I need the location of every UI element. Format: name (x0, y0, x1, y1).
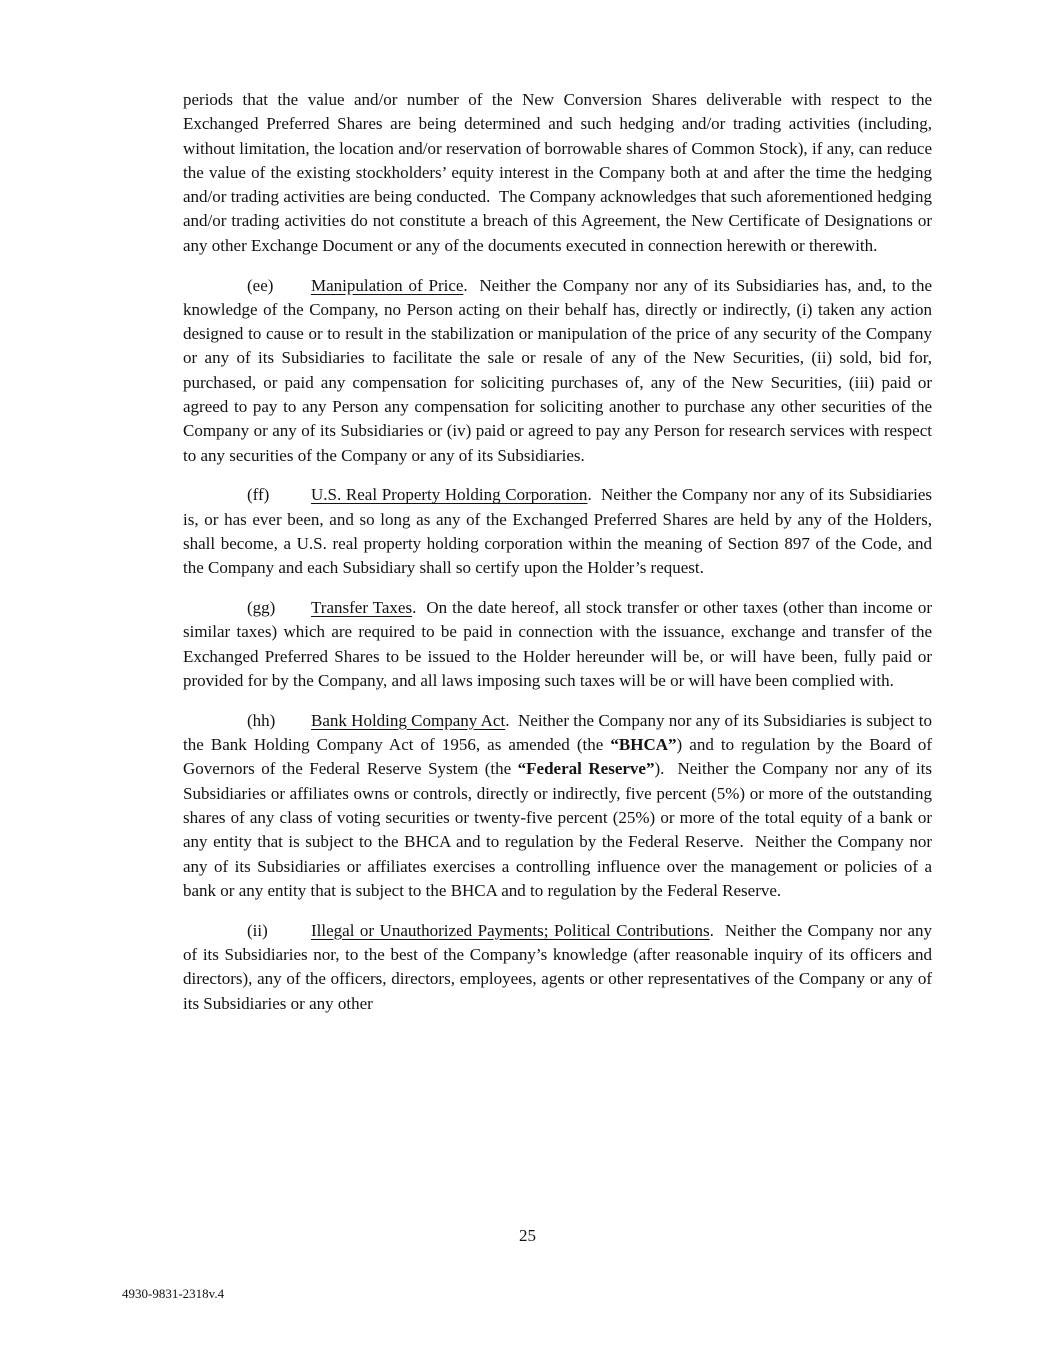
paragraph-clause-hh (183, 709, 932, 903)
clause-heading-ii: Illegal or Unauthorized Payments; Political Contributions (311, 920, 710, 940)
paragraph-clause-ff (183, 483, 932, 580)
clause-heading-hh: Bank Holding Company Act (311, 710, 506, 730)
clause-label-gg: (gg) (247, 598, 276, 618)
clause-label-ee: (ee) (247, 275, 274, 295)
clause-heading-ee: Manipulation of Price (311, 275, 464, 295)
paragraph-text: periods that the value and/or number of the New Conversion Shares deliverable with respect to the Exchanged Preferred Shares are being determined and such hedging and/or trading activities (including, without limitation, the location and/or reservation of borrowable shares of Common Stock), if any, can reduce the value of the existing stockholders’ equity interest in the Company both at and after the time the hedging and/or trading activities are being conducted. The Company acknowledges that such aforementioned hedging and/or trading activities do not constitute a breach of this Agreement, the New Certificate of Designations or any other Exchange Document or any of the documents executed in connection herewith or therewith. (183, 90, 932, 255)
page-body-text (183, 88, 932, 1031)
clause-label-hh: (hh) (247, 710, 276, 730)
clause-body-ff: . Neither the Company nor any of its Subsidiaries is, or has ever been, and so long as any of the Exchanged Preferred Shares are held by any of the Holders, shall become, a U.S. real property holding corporation within the meaning of Section 897 of the Code, and the Company and each Subsidiary shall so certify upon the Holder’s request. (183, 485, 932, 578)
paragraph-clause-ii (183, 919, 932, 1016)
document-id-footer: 4930-9831-2318v.4 (122, 1286, 225, 1301)
clause-label-ii: (ii) (247, 920, 268, 940)
clause-body-ii: . Neither the Company nor any of its Subsidiaries nor, to the best of the Company’s knowledge (after reasonable inquiry of its officers and directors), any of the officers, directors, employees, agents or other representatives of the Company or any of its Subsidiaries or any other (183, 920, 932, 1013)
clause-heading-gg: Transfer Taxes (311, 598, 413, 618)
clause-label-ff: (ff) (247, 485, 270, 505)
clause-heading-ff: U.S. Real Property Holding Corporation (311, 485, 588, 505)
paragraph-clause-gg (183, 596, 932, 693)
clause-body-ee: . Neither the Company nor any of its Subsidiaries has, and, to the knowledge of the Company, no Person acting on their behalf has, directly or indirectly, (i) taken any action designed to cause or to result in the stabilization or manipulation of the price of any security of the Company or any of its Subsidiaries to facilitate the sale or resale of any of the New Securities, (ii) sold, bid for, purchased, or paid any compensation for soliciting purchases of, any of the New Securities, (iii) paid or agreed to pay to any Person any compensation for soliciting another to purchase any other securities of the Company or any of its Subsidiaries or (iv) paid or agreed to pay any Person for research services with respect to any securities of the Company or any of its Subsidiaries. (183, 275, 932, 465)
page-number: 25 (519, 1226, 536, 1245)
paragraph-clause-ee (183, 274, 932, 468)
clause-body-hh: . Neither the Company nor any of its Subsidiaries is subject to the Bank Holding Company Act of 1956, as amended (the “BHCA”) and to regulation by the Board of Governors of the Federal Reserve System (the “Federal Reserve”). Neither the Company nor any of its Subsidiaries or affiliates owns or controls, directly or indirectly, five percent (5%) or more of the outstanding shares of any class of voting securities or twenty-five percent (25%) or more of the total equity of a bank or any entity that is subject to the BHCA and to regulation by the Federal Reserve. Neither the Company nor any of its Subsidiaries or affiliates exercises a controlling influence over the management or policies of a bank or any entity that is subject to the BHCA and to regulation by the Federal Reserve. (183, 710, 932, 900)
paragraph-continuation (183, 88, 932, 258)
clause-body-gg: . On the date hereof, all stock transfer or other taxes (other than income or similar taxes) which are required to be paid in connection with the issuance, exchange and transfer of the Exchanged Preferred Shares to be issued to the Holder hereunder will be, or will have been, fully paid or provided for by the Company, and all laws imposing such taxes will be or will have been complied with. (183, 598, 932, 691)
